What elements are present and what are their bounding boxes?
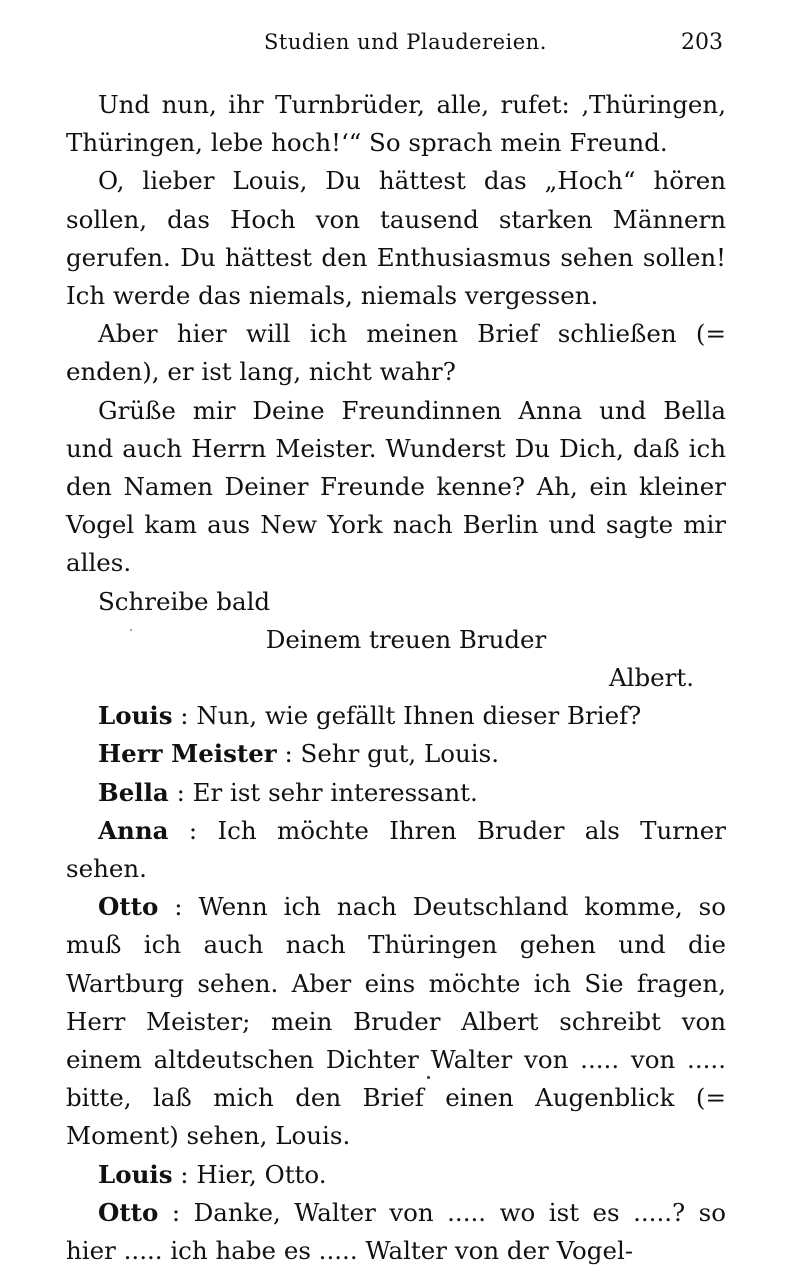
page-number: 203	[681, 30, 723, 55]
page-header	[0, 30, 793, 66]
speaker-separator: :	[158, 892, 199, 922]
speaker-name: Otto	[98, 892, 159, 922]
dialogue-text: Ich möchte Ihren Bruder als Turner sehen.	[66, 815, 726, 884]
paragraph: Aber hier will ich meinen Brief schließen (= enden), er ist lang, nicht wahr?	[66, 319, 726, 387]
speaker-name: Bella	[98, 777, 169, 807]
paragraph: Und nun, ihr Turnbrüder, alle, rufet: ‚Thüringen, Thüringen, lebe hoch!‘“ So sprach mein Freund.	[66, 90, 726, 158]
speaker-name: Louis	[98, 1159, 173, 1189]
speaker-name: Anna	[98, 815, 169, 845]
paragraph: Schreibe bald	[98, 586, 271, 616]
page-body	[66, 86, 726, 1270]
speaker-separator: :	[168, 777, 193, 807]
letter-signature: Albert.	[608, 663, 694, 693]
running-title: Studien und Plaudereien.	[264, 30, 547, 54]
speaker-separator: :	[172, 1159, 197, 1189]
speaker-separator: :	[158, 1197, 194, 1227]
speaker-name: Herr Meister	[98, 739, 277, 769]
speaker-name: Otto	[98, 1197, 159, 1227]
speaker-separator: :	[172, 701, 197, 731]
dialogue-text: Hier, Otto.	[196, 1159, 327, 1189]
dialogue-text: Danke, Walter von ..... wo ist es .....? so hier ..... ich habe es ..... Walter von der Vogel-	[66, 1197, 726, 1266]
dialogue-line	[66, 1156, 726, 1194]
dialogue-line	[66, 735, 726, 773]
dialogue-text: Sehr gut, Louis.	[300, 739, 499, 769]
paragraph: Grüße mir Deine Freundinnen Anna und Bella und auch Herrn Meister. Wunderst Du Dich, daß ich den Namen Deiner Freunde kenne? Ah, ein kleiner Vogel kam aus New York nach Berlin und sagte mir alles.	[66, 395, 726, 578]
speaker-name: Louis	[98, 701, 173, 731]
paragraph: O, lieber Louis, Du hättest das „Hoch“ hören sollen, das Hoch von tausend starken Männern gerufen. Du hättest den Enthusiasmus sehen sollen! Ich werde das niemals, niemals vergessen.	[66, 166, 726, 311]
dialogue-line	[66, 697, 726, 735]
print-speck	[130, 629, 132, 631]
print-dot	[427, 1076, 430, 1079]
speaker-separator: :	[168, 815, 218, 845]
dialogue-text: Er ist sehr interessant.	[192, 777, 478, 807]
dialogue-text: Wenn ich nach Deutschland komme, so muß ich auch nach Thüringen gehen und die Wartburg sehen. Aber eins möchte ich Sie fragen, Herr Meister; mein Bruder Albert schreibt von einem altdeutschen Dichter Walter von ..... von ..... bitte, laß mich den Brief einen Augenblick (= Moment) sehen, Louis.	[66, 892, 726, 1151]
dialogue-line	[66, 1194, 726, 1270]
dialogue-text: Nun, wie gefällt Ihnen dieser Brief?	[196, 701, 642, 731]
speaker-separator: :	[276, 739, 301, 769]
dialogue-line	[66, 812, 726, 888]
dialogue-line	[66, 888, 726, 1155]
letter-closing: Deinem treuen Bruder	[265, 624, 547, 654]
dialogue-line	[66, 774, 726, 812]
